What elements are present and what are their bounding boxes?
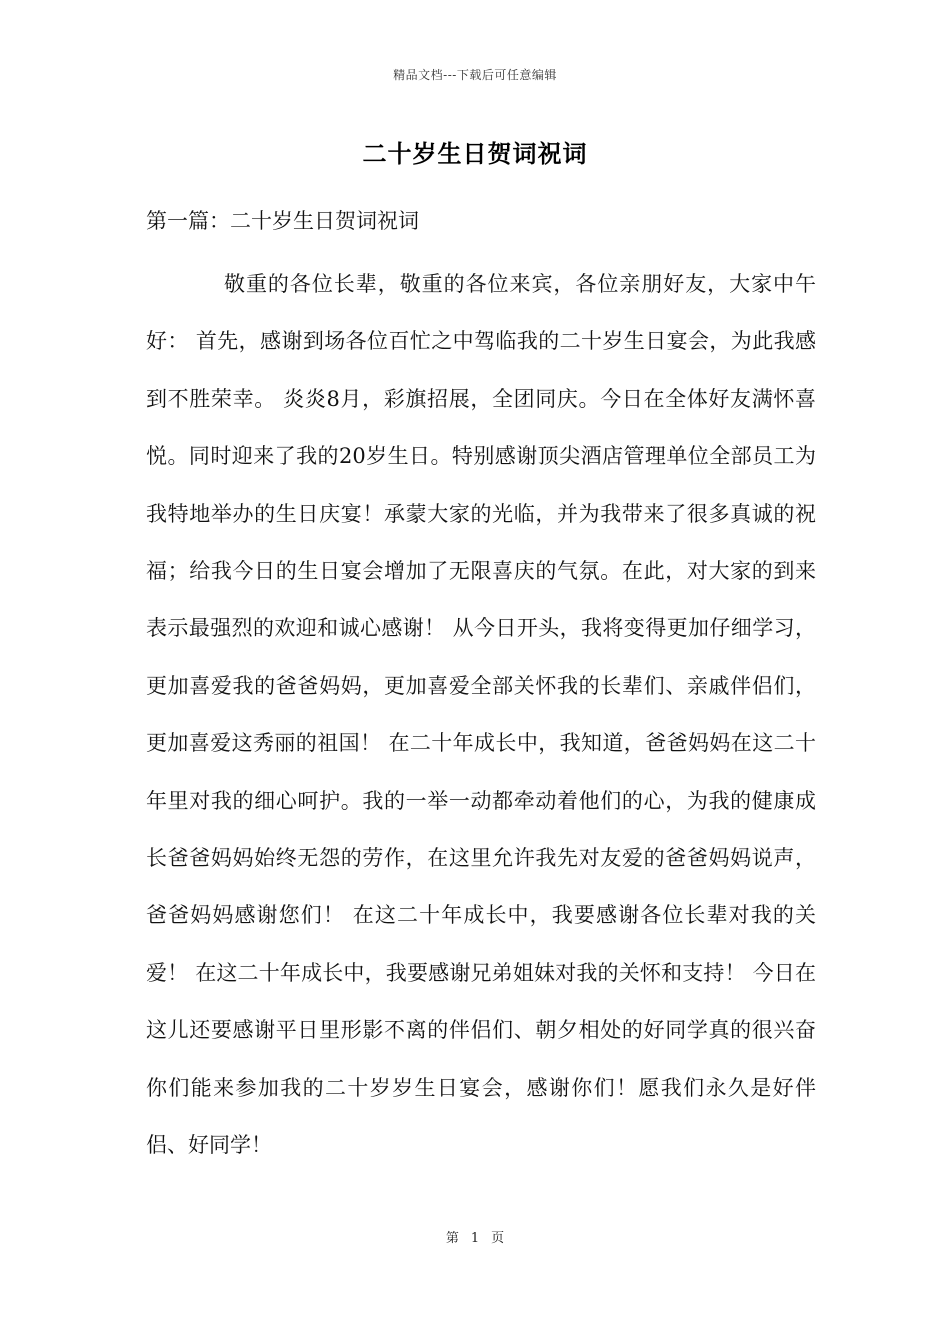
page-number-footer [0, 1227, 950, 1246]
section-heading: 第一篇：二十岁生日贺词祝词 [146, 209, 419, 233]
page-prefix: 第 [445, 1231, 459, 1246]
page-suffix: 页 [491, 1231, 505, 1246]
page-title: 二十岁生日贺词祝词 [362, 139, 588, 168]
page-number: 1 [470, 1231, 480, 1246]
header-note: 精品文档---下载后可任意编辑 [393, 68, 557, 82]
body-paragraph: 敬重的各位长辈，敬重的各位来宾，各位亲朋好友，大家中午好： 首先，感谢到场各位百忙之中驾临我的二十岁生日宴会，为此我感到不胜荣幸。 炎炎8月，彩旗招展，全团同庆。今日在全体好友满怀喜悦。同时迎来了我的20岁生日。特别感谢顶尖酒店管理单位全部员工为我特地举办的生日庆宴！承蒙大家的光临，并为我带来了很多真诚的祝福；给我今日的生日宴会增加了无限喜庆的气氛。在此，对大家的到来表示最强烈的欢迎和诚心感谢！ 从今日开头，我将变得更加仔细学习，更加喜爱我的爸爸妈妈，更加喜爱全部关怀我的长辈们、亲戚伴侣们，更加喜爱这秀丽的祖国！ 在二十年成长中，我知道，爸爸妈妈在这二十年里对我的细心呵护。我的一举一动都牵动着他们的心，为我的健康成长爸爸妈妈始终无怨的劳作，在这里允许我先对友爱的爸爸妈妈说声，爸爸妈妈感谢您们！ 在这二十年成长中，我要感谢各位长辈对我的关爱！ 在这二十年成长中，我要感谢兄弟姐妹对我的关怀和支持！ 今日在这儿还要感谢平日里形影不离的伴侣们、朝夕相处的好同学真的很兴奋你们能来参加我的二十岁岁生日宴会，感谢你们！愿我们永久是好伴侣、好同学！ [146, 272, 816, 1158]
